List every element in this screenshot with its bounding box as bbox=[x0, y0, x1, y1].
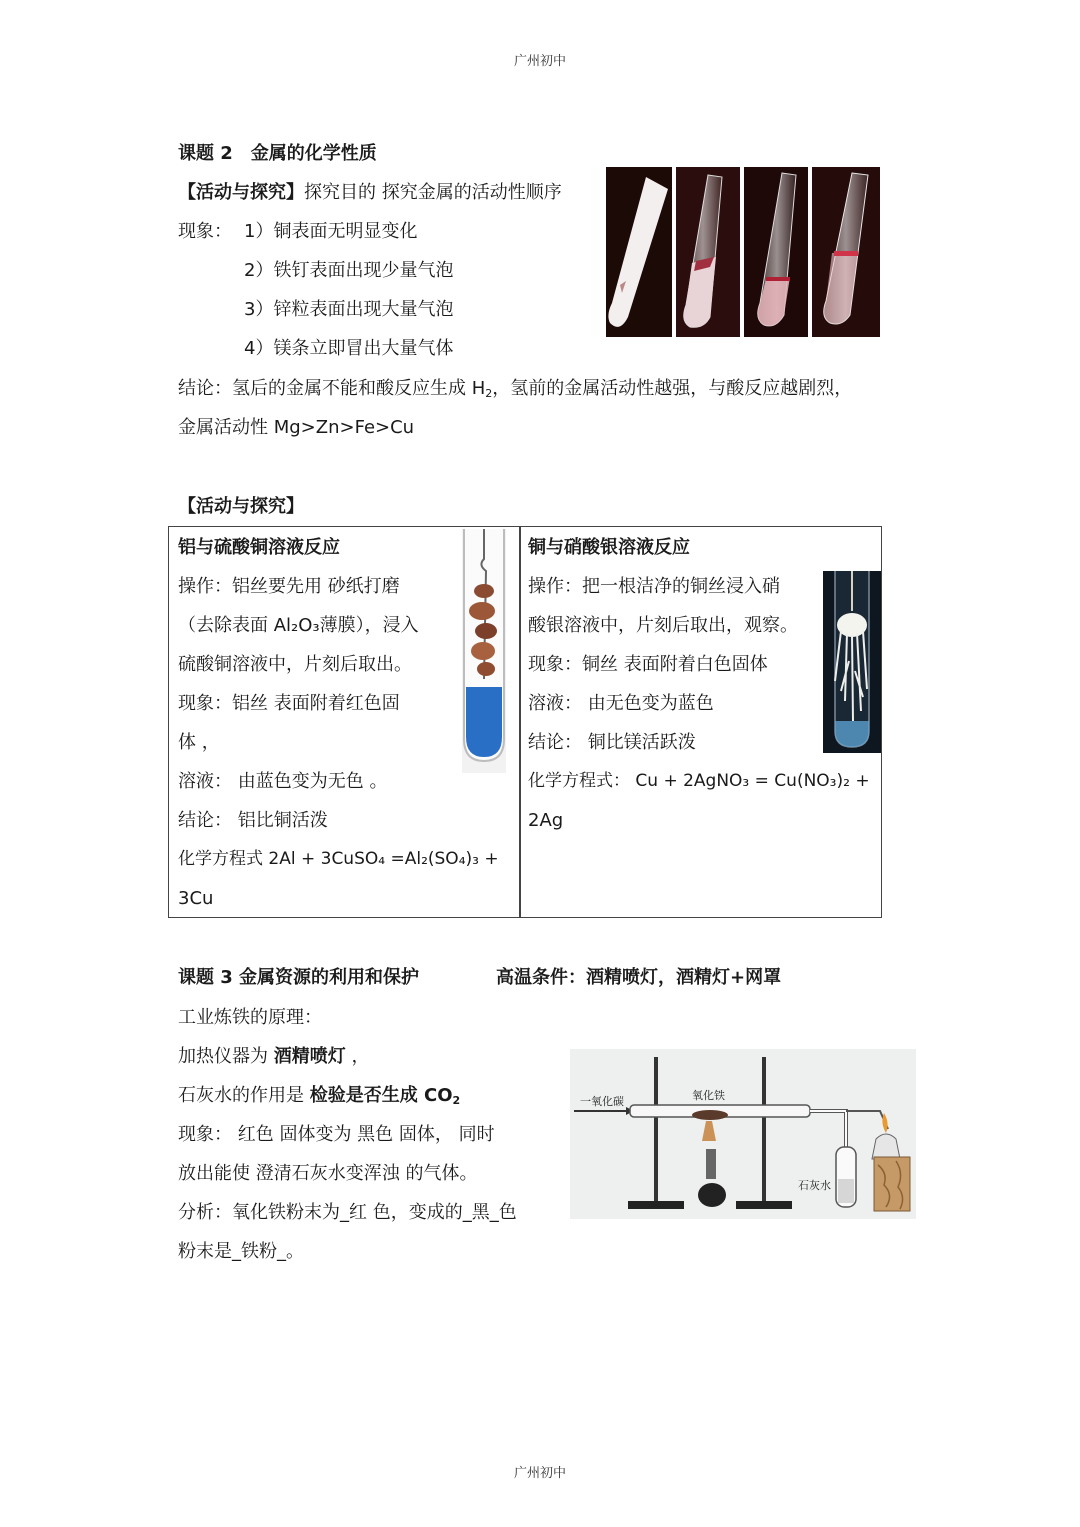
topic3-phenomenon-2: 放出能使 澄清石灰水变浑浊 的气体。 bbox=[178, 1163, 478, 1184]
left-cell-line-5: 体 ， bbox=[178, 732, 220, 753]
limewater-subscript: 2 bbox=[452, 1094, 461, 1107]
left-cell-line-7: 结论： 铝比铜活泼 bbox=[178, 810, 328, 831]
topic3-phenomenon-1: 现象： 红色 固体变为 黑色 固体， 同时 bbox=[178, 1124, 495, 1145]
left-cell-line-4: 现象：铝丝 表面附着红色固 bbox=[178, 693, 400, 714]
co-label: 一氧化碳 bbox=[580, 1095, 624, 1108]
activity-intro-line bbox=[178, 173, 562, 212]
heater-line bbox=[178, 1037, 369, 1076]
left-cell-line-3: 硫酸铜溶液中，片刻后取出。 bbox=[178, 654, 412, 675]
left-cell-line-2: （去除表面 Al₂O₃薄膜），浸入 bbox=[178, 615, 419, 636]
table-divider bbox=[519, 527, 521, 917]
page-footer: 广州初中 bbox=[513, 1466, 566, 1481]
iron-smelting-apparatus-diagram bbox=[570, 1049, 916, 1219]
limewater-prefix: 石灰水的作用是 bbox=[178, 1085, 310, 1106]
right-cell-line-5: 结论： 铜比镁活跃泼 bbox=[528, 732, 696, 753]
limewater-label: 石灰水 bbox=[798, 1179, 831, 1192]
right-cell-line-2: 酸银溶液中，片刻后取出，观察。 bbox=[528, 615, 798, 636]
heater-suffix: ， bbox=[345, 1046, 370, 1067]
topic2-title: 课题 2 金属的化学性质 bbox=[178, 143, 377, 164]
conclusion-subscript: 2 bbox=[485, 387, 493, 400]
heater-prefix: 加热仪器为 bbox=[178, 1046, 274, 1067]
page-header: 广州初中 bbox=[513, 54, 566, 69]
observation-1: 1）铜表面无明显变化 bbox=[244, 221, 418, 242]
activity-label: 【活动与探究】 bbox=[178, 182, 304, 203]
limewater-value: 检验是否生成 CO bbox=[309, 1085, 453, 1106]
fe2o3-label: 氧化铁 bbox=[692, 1089, 725, 1102]
left-cell-title: 铝与硫酸铜溶液反应 bbox=[178, 537, 340, 558]
left-cell-line-6: 溶液： 由蓝色变为无色 。 bbox=[178, 771, 388, 792]
right-cell-line-7: 2Ag bbox=[528, 810, 564, 831]
right-cell-title: 铜与硝酸银溶液反应 bbox=[528, 537, 690, 558]
right-cell-line-4: 溶液： 由无色变为蓝色 bbox=[528, 693, 714, 714]
topic3-analysis-2: 粉末是_铁粉_。 bbox=[178, 1241, 304, 1262]
activity-purpose: 探究目的 探究金属的活动性顺序 bbox=[304, 182, 562, 203]
copper-wire-silver-nitrate-photo bbox=[823, 571, 881, 753]
metal-acid-test-tubes-photo bbox=[606, 167, 880, 337]
topic2-conclusion bbox=[178, 369, 852, 413]
activity-order: 金属活动性 Mg>Zn>Fe>Cu bbox=[178, 417, 415, 438]
observation-3: 3）锌粒表面出现大量气泡 bbox=[244, 299, 454, 320]
left-cell-line-8: 化学方程式 2Al + 3CuSO₄ =Al₂(SO₄)₃ + bbox=[178, 849, 499, 869]
conclusion-text-a: 结论：氢后的金属不能和酸反应生成 H bbox=[178, 378, 486, 399]
left-cell-line-1: 操作：铝丝要先用 砂纸打磨 bbox=[178, 576, 400, 597]
observation-4: 4）镁条立即冒出大量气体 bbox=[244, 338, 454, 359]
topic3-analysis-1: 分析：氧化铁粉末为_红 色，变成的_黑_色 bbox=[178, 1202, 517, 1223]
observation-2: 2）铁钉表面出现少量气泡 bbox=[244, 260, 454, 281]
limewater-line bbox=[178, 1076, 460, 1120]
activity2-label: 【活动与探究】 bbox=[178, 496, 304, 517]
high-temp-conditions: 高温条件：酒精喷灯，酒精灯+网罩 bbox=[496, 967, 782, 988]
conclusion-text-b: ，氢前的金属活动性越强，与酸反应越剧烈， bbox=[492, 378, 853, 399]
aluminium-wire-test-tube-photo bbox=[452, 529, 518, 773]
experiment-table bbox=[168, 526, 882, 918]
heater-value: 酒精喷灯 bbox=[273, 1046, 346, 1067]
right-cell-line-3: 现象：铜丝 表面附着白色固体 bbox=[528, 654, 768, 675]
right-cell-line-1: 操作：把一根洁净的铜丝浸入硝 bbox=[528, 576, 780, 597]
ironmaking-principle: 工业炼铁的原理： bbox=[178, 1007, 322, 1028]
right-cell-line-6: 化学方程式： Cu + 2AgNO₃ = Cu(NO₃)₂ + bbox=[528, 771, 870, 791]
phenomenon-label: 现象： bbox=[178, 221, 232, 242]
left-cell-line-9: 3Cu bbox=[178, 888, 214, 909]
topic3-title: 课题 3 金属资源的利用和保护 bbox=[178, 967, 420, 988]
